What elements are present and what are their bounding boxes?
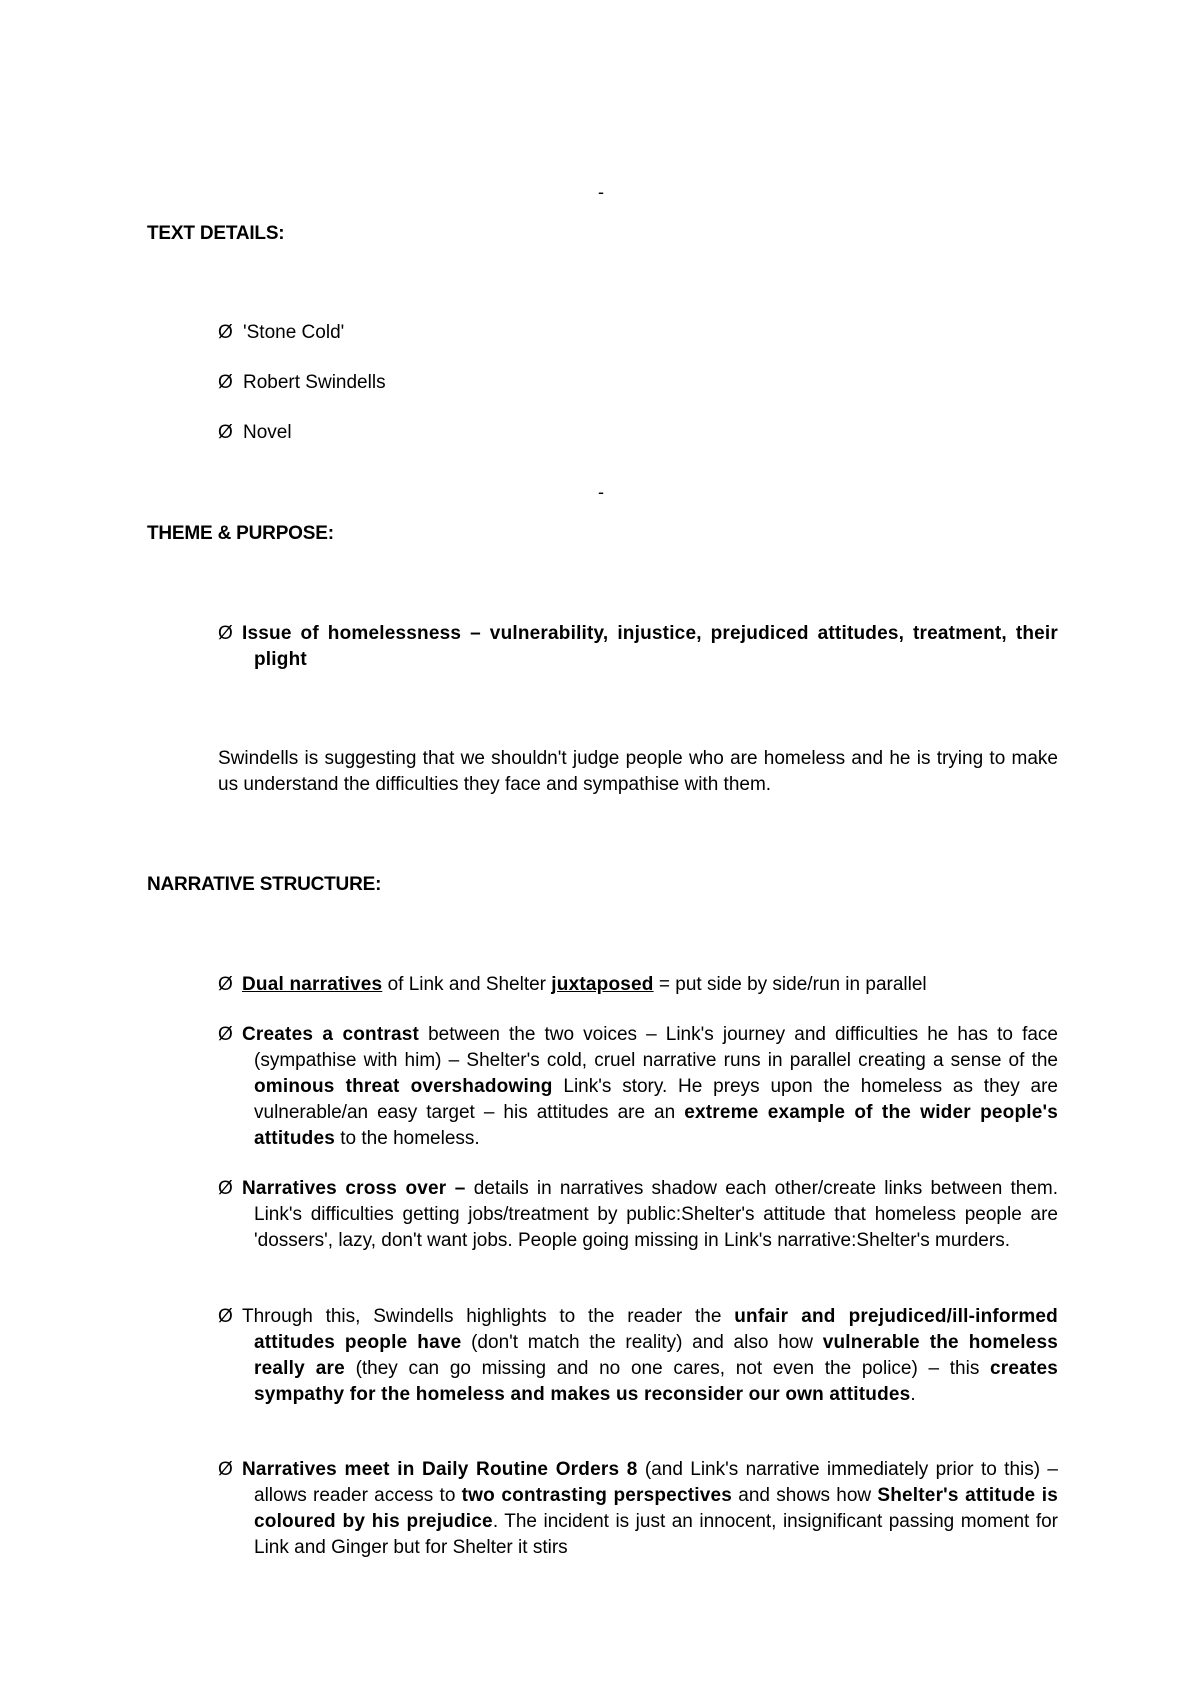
narrative-item-cross-over: Ø Narratives cross over – details in narratives shadow each other/create links between them. Link's difficulties getting jobs/treatment by public:Shelter's attitude that homeless people are 'dossers', lazy, don't want jobs. People going missing in Link's narrative:Shelter's murders. <box>218 1178 1058 1251</box>
detail-item-form: Ø Novel <box>218 420 292 446</box>
bullet-arrow-icon: Ø <box>218 422 233 443</box>
heading-narrative-structure: NARRATIVE STRUCTURE: <box>147 874 382 895</box>
bullet-arrow-icon: Ø <box>218 1178 233 1199</box>
bullet-arrow-icon: Ø <box>218 1024 233 1045</box>
heading-text-details: TEXT DETAILS: <box>147 223 285 244</box>
narrative-item-dual: Ø Dual narratives of Link and Shelter juxtaposed = put side by side/run in parallel <box>218 972 1058 998</box>
detail-item-author: Ø Robert Swindells <box>218 370 386 396</box>
separator-top: - <box>598 182 604 202</box>
bullet-arrow-icon: Ø <box>218 974 233 995</box>
narrative-item-through-this: Ø Through this, Swindells highlights to the reader the unfair and prejudiced/ill-informed attitudes people have (don't match the reality) and also how vulnerable the homeless really are (they can go missing and no one cares, not even the police) – this creates sympathy for the homeless and makes us reconsider our own attitudes. <box>218 1306 1058 1405</box>
bullet-arrow-icon: Ø <box>218 1306 233 1327</box>
bullet-arrow-icon: Ø <box>218 623 233 644</box>
theme-bullet: Ø Issue of homelessness – vulnerability, injustice, prejudiced attitudes, treatment, their plight <box>218 623 1058 670</box>
theme-paragraph: Swindells is suggesting that we shouldn't judge people who are homeless and he is trying to make us understand the difficulties they face and sympathise with them. <box>218 748 1058 795</box>
bullet-arrow-icon: Ø <box>218 322 233 343</box>
bullet-arrow-icon: Ø <box>218 1459 233 1480</box>
bullet-arrow-icon: Ø <box>218 372 233 393</box>
separator-middle: - <box>598 482 604 502</box>
narrative-item-meet: Ø Narratives meet in Daily Routine Orders 8 (and Link's narrative immediately prior to this) – allows reader access to two contrasting perspectives and shows how Shelter's attitude is coloured by his prejudice. The incident is just an innocent, insignificant passing moment for Link and Ginger but for Shelter it stirs <box>218 1459 1058 1558</box>
heading-theme-purpose: THEME & PURPOSE: <box>147 523 334 544</box>
detail-item-title: Ø 'Stone Cold' <box>218 320 344 346</box>
narrative-item-contrast: Ø Creates a contrast between the two voices – Link's journey and difficulties he has to face (sympathise with him) – Shelter's cold, cruel narrative runs in parallel creating a sense of the ominous threat overshadowing Link's story. He preys upon the homeless as they are vulnerable/an easy target – his attitudes are an extreme example of the wider people's attitudes to the homeless. <box>218 1024 1059 1149</box>
